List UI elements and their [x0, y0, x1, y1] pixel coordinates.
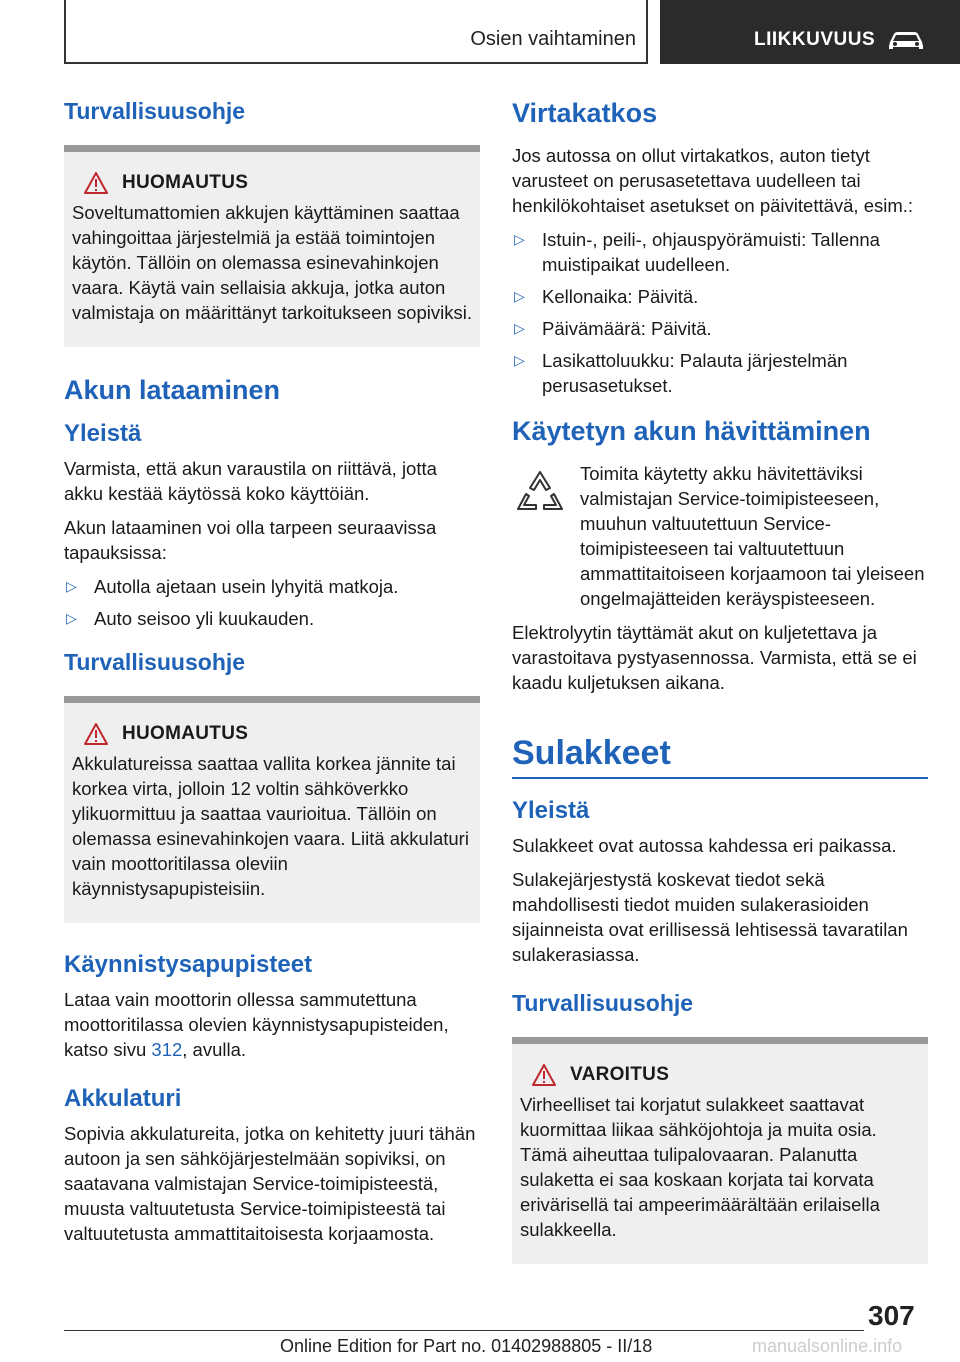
- edition-text: Online Edition for Part no. 01402988805 - II/18: [280, 1336, 653, 1356]
- heading-general: Yleistä: [512, 797, 590, 824]
- paragraph: Lataa vain moottorin ollessa sammutettuna moottoritilassa olevien käynnistysapupisteiden, katso sivu 312, avulla.: [64, 989, 449, 1060]
- chapter-tab: [660, 0, 960, 64]
- triangle-bullet-icon: ▷: [514, 231, 525, 247]
- paragraph: Akun lataaminen voi olla tarpeen seuraavissa tapauksissa:: [64, 517, 437, 563]
- left-column: [64, 98, 480, 1255]
- triangle-bullet-icon: ▷: [66, 610, 77, 626]
- list-item: ▷ Autolla ajetaan usein lyhyitä matkoja.: [66, 576, 399, 597]
- paragraph: Toimita käytetty akku hävitettäviksi valmistajan Service-toimipisteeseen, muuhun valtuutettuun Service-toimipisteeseen tai valtuutettuun ammattitaitoiseen korjaamoon tai yleiseen ongelmajätteiden keräyspisteeseen.: [580, 463, 925, 609]
- heading-general: Yleistä: [64, 420, 142, 447]
- list-item: ▷ Istuin-, peili-, ohjauspyörämuisti: Tallenna muistipaikat uudelleen.: [514, 229, 880, 275]
- notice-text: Soveltumattomien akkujen käyttäminen saattaa vahingoittaa järjestelmiä ja estää toimintojen käytön. Tällöin on olemassa esinevahinkojen vaara. Käytä vain sellaisia akkuja, jotka auton valmistaja on määrittänyt tarkoitukseen sopiviksi.: [72, 202, 472, 323]
- heading-safety: Turvallisuusohje: [512, 990, 694, 1016]
- triangle-bullet-icon: ▷: [66, 578, 77, 594]
- paragraph: Elektrolyytin täyttämät akut on kuljetettava ja varastoitava pystyasennossa. Varmista, että se ei kaadu kuljetuksen aikana.: [512, 622, 917, 693]
- notice-title: VAROITUS: [570, 1064, 670, 1085]
- heading-battery-charger: Akkulaturi: [64, 1085, 182, 1112]
- page-number: 307: [868, 1300, 915, 1331]
- list-item: ▷ Päivämäärä: Päivitä.: [514, 318, 712, 339]
- bullet-list: [512, 227, 928, 398]
- list-item: ▷ Kellonaika: Päivitä.: [514, 286, 699, 307]
- notice-title: HUOMAUTUS: [122, 172, 249, 193]
- list-item: ▷ Auto seisoo yli kuukauden.: [66, 608, 315, 629]
- heading-safety: Turvallisuusohje: [64, 649, 246, 675]
- notice-box: [64, 145, 480, 347]
- notice-box: [64, 696, 480, 923]
- warning-icon: [532, 1064, 556, 1086]
- notice-title: HUOMAUTUS: [122, 723, 249, 744]
- warning-icon: [84, 723, 108, 745]
- watermark: manualsonline.info: [752, 1336, 903, 1356]
- footer-divider: [64, 1330, 864, 1331]
- heading-safety: Turvallisuusohje: [64, 98, 246, 124]
- triangle-bullet-icon: ▷: [514, 320, 525, 336]
- disposal-block: [512, 461, 928, 620]
- paragraph: Jos autossa on ollut virtakatkos, auton tietyt varusteet on perusasetettava uudelleen tai henkilökohtaiset asetukset on päivitettävä, esim.:: [512, 145, 914, 216]
- warning-icon: [84, 172, 108, 194]
- heading-fuses: Sulakkeet: [512, 734, 928, 779]
- paragraph: Sulakejärjestystä koskevat tiedot sekä mahdollisesti tiedot muiden sulakerasioiden sijainneista ovat erillisessä lehtisessä tavaratilan sulakerasiassa.: [512, 869, 908, 965]
- heading-battery-disposal: Käytetyn akun hävittäminen: [512, 416, 871, 446]
- heading-jump-start-points: Käynnistysapupisteet: [64, 951, 313, 978]
- paragraph: Sopivia akkulatureita, jotka on kehitetty juuri tähän autoon ja sen sähköjärjestelmään sopiviksi, on saatavana valmistajan Service-toimipisteestä, muusta valtuutetusta Service-toimipisteestä tai valtuutetusta ammattitaitoisesta korjaamosta.: [64, 1123, 476, 1244]
- header-frame: [64, 0, 648, 64]
- triangle-bullet-icon: ▷: [514, 352, 525, 368]
- list-item: ▷ Lasikattoluukku: Palauta järjestelmän perusasetukset.: [514, 350, 848, 396]
- paragraph: Sulakkeet ovat autossa kahdessa eri paikassa.: [512, 835, 897, 856]
- bullet-list: [64, 574, 480, 631]
- recycle-icon: [514, 467, 566, 519]
- notice-text: Virheelliset tai korjatut sulakkeet saattavat kuormittaa liikaa sähköjohtoja ja muita osia. Tämä aiheuttaa tulipalovaaran. Palanutta sulaketta ei saa koskaan korjata tai korvata erivärisellä tai ampeerimäärältään erilaisella sulakkeella.: [520, 1094, 880, 1240]
- page-link[interactable]: 312: [151, 1039, 183, 1060]
- heading-battery-charging: Akun lataaminen: [64, 375, 281, 405]
- notice-text: Akkulatureissa saattaa vallita korkea jännite tai korkea virta, jolloin 12 voltin sähköverkko ylikuormittuu ja saattaa vaurioitua. Tällöin on olemassa esinevahinkojen vaara. Liitä akkulaturi vain moottoritilassa oleviin käynnistysapupisteisiin.: [72, 753, 469, 899]
- car-icon: [886, 28, 926, 52]
- right-column: [512, 98, 928, 1292]
- paragraph: Varmista, että akun varaustila on riittävä, jotta akku kestää käytössä koko käyttöiän.: [64, 458, 437, 504]
- chapter-title: LIIKKUVUUS: [754, 29, 876, 50]
- notice-box: [512, 1037, 928, 1264]
- heading-power-failure: Virtakatkos: [512, 98, 658, 128]
- triangle-bullet-icon: ▷: [514, 288, 525, 304]
- section-title: Osien vaihtaminen: [470, 28, 636, 50]
